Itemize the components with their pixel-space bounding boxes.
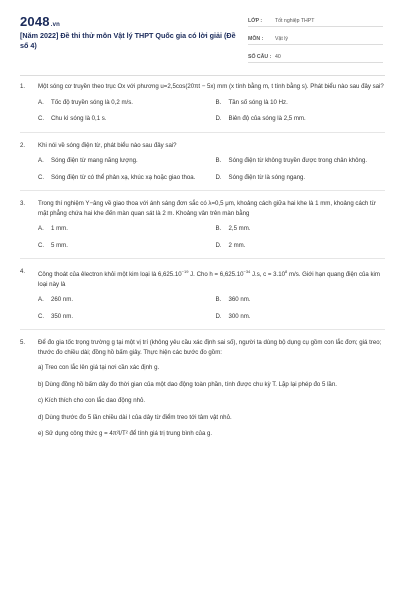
answer-options bbox=[38, 99, 385, 124]
option-text: 260 nm. bbox=[51, 296, 74, 304]
option-letter: C. bbox=[38, 173, 45, 181]
meta-label: SỐ CÂU : bbox=[248, 54, 272, 60]
exponent: −19 bbox=[181, 269, 189, 274]
question-text-part: J. Cho h = 6,625.10 bbox=[188, 271, 244, 279]
option-text: Chu kì sóng là 0,1 s. bbox=[51, 115, 107, 122]
option-text: Sóng điện từ là sóng ngang. bbox=[228, 173, 306, 181]
option-letter: D. bbox=[215, 115, 222, 122]
option-text: 360 nm. bbox=[228, 296, 251, 304]
meta-value: Vật lý bbox=[275, 36, 288, 42]
option-a[interactable] bbox=[38, 296, 208, 305]
exponent: 8 bbox=[285, 269, 288, 274]
option-text: 300 nm. bbox=[228, 312, 251, 320]
question-text: Để đo gia tốc trọng trường g tại một vị trí (không yêu cầu xác định sai số), người ta dùng bộ dụng cụ gồm con lắc đơn; giá treo; thước đo chiều dài; đồng hồ bấm giây. Thực hiện các bước đo gồm: bbox=[38, 339, 382, 356]
meta-value: Tốt nghiệp THPT bbox=[275, 18, 315, 24]
option-text: 1 mm. bbox=[51, 225, 68, 232]
option-b[interactable] bbox=[216, 225, 386, 234]
question-text-part: Công thoát của êlectron khỏi một kim loại là 6,625.10 bbox=[38, 271, 182, 279]
option-text: 2 mm. bbox=[228, 241, 246, 249]
answer-options bbox=[38, 225, 385, 250]
option-a[interactable] bbox=[38, 225, 208, 234]
option-letter: A. bbox=[38, 157, 44, 164]
question-number: 3. bbox=[20, 200, 26, 207]
step-e: e) Sử dụng công thức g = 4π²l/T² để tính giá trị trung bình của g. bbox=[38, 430, 213, 438]
question-3 bbox=[20, 199, 385, 259]
option-d[interactable] bbox=[216, 313, 386, 322]
step-a: a) Treo con lắc lên giá tại nơi cần xác định g. bbox=[38, 364, 160, 372]
question-5 bbox=[20, 338, 385, 454]
option-letter: C. bbox=[38, 312, 45, 320]
option-text: Sóng điện từ có thể phản xạ, khúc xạ hoặc giao thoa. bbox=[51, 173, 196, 181]
option-text: Tần số sóng là 10 Hz. bbox=[228, 98, 288, 106]
option-letter: B. bbox=[215, 157, 222, 164]
option-letter: D. bbox=[215, 173, 222, 181]
option-letter: C. bbox=[38, 241, 45, 249]
question-4 bbox=[20, 267, 385, 330]
option-letter: C. bbox=[38, 115, 45, 122]
meta-row-subject bbox=[248, 30, 383, 45]
meta-label: MÔN : bbox=[248, 36, 264, 42]
question-text: Một sóng cơ truyền theo trục Ox với phương u=2,5cos(20πt − 5x) mm (x tính bằng m, t tính bằng s). Phát biểu nào sau đây sai? bbox=[38, 83, 384, 90]
exam-meta bbox=[248, 12, 383, 66]
step-c: c) Kích thích cho con lắc dao động nhỏ. bbox=[38, 397, 146, 405]
answer-options bbox=[38, 296, 385, 321]
option-letter: A. bbox=[38, 98, 44, 106]
option-b[interactable] bbox=[216, 296, 386, 305]
option-text: 350 nm. bbox=[51, 312, 74, 320]
question-list bbox=[20, 82, 385, 462]
page-header bbox=[0, 0, 400, 62]
question-stem bbox=[20, 199, 385, 218]
option-d[interactable] bbox=[216, 242, 386, 251]
exam-title: [Năm 2022] Đề thi thử môn Vật lý THPT Quốc gia có lời giải (Đề số 4) bbox=[20, 31, 236, 50]
logo-suffix: .vn bbox=[50, 22, 61, 28]
option-c[interactable] bbox=[38, 115, 208, 124]
question-number: 2. bbox=[20, 141, 26, 149]
question-text bbox=[38, 267, 385, 289]
step-b: b) Dùng đồng hồ bấm dây đo thời gian của một dao động toàn phần, tính được chu kỳ T. Lặp lại phép đo 5 lần. bbox=[38, 380, 337, 388]
option-d[interactable] bbox=[216, 115, 386, 124]
option-text: 2,5 mm. bbox=[228, 225, 251, 232]
option-c[interactable] bbox=[38, 174, 208, 183]
meta-row-class bbox=[248, 12, 383, 27]
question-1 bbox=[20, 82, 385, 133]
step-d: d) Dùng thước đo 5 lần chiều dài l của dây từ điểm treo tới tâm vật nhỏ. bbox=[38, 413, 232, 421]
meta-row-count bbox=[248, 48, 383, 63]
option-letter: A. bbox=[38, 296, 44, 304]
option-c[interactable] bbox=[38, 242, 208, 251]
question-stem bbox=[20, 82, 385, 92]
option-letter: B. bbox=[215, 225, 222, 232]
option-text: Tốc độ truyền sóng là 0,2 m/s. bbox=[51, 98, 133, 106]
question-2 bbox=[20, 141, 385, 192]
question-stem bbox=[20, 141, 385, 151]
option-text: 5 mm. bbox=[51, 241, 68, 249]
question-number: 5. bbox=[20, 339, 26, 347]
question-number: 4. bbox=[20, 268, 26, 275]
option-letter: D. bbox=[215, 312, 222, 320]
meta-label: LỚP : bbox=[248, 18, 263, 24]
option-text: Sóng điện từ không truyền được trong chân không. bbox=[228, 157, 368, 164]
meta-value: 40 bbox=[275, 54, 281, 60]
site-logo[interactable] bbox=[20, 14, 60, 29]
option-c[interactable] bbox=[38, 313, 208, 322]
option-b[interactable] bbox=[216, 157, 386, 166]
question-number: 1. bbox=[20, 83, 26, 90]
answer-options bbox=[38, 157, 385, 182]
header-divider bbox=[20, 75, 385, 76]
option-text: Sóng điện từ mang năng lượng. bbox=[51, 157, 138, 164]
option-letter: B. bbox=[215, 98, 222, 106]
option-letter: A. bbox=[38, 225, 44, 232]
logo-text: 2048 bbox=[20, 14, 50, 29]
question-text: Trong thí nghiệm Y−âng về giao thoa với ánh sáng đơn sắc có λ=0,5 μm, khoảng cách giữa hai khe là 1 mm, khoảng cách từ mặt phẳng chứa hai khe đến màn quan sát là 2 m. Khoảng vân trên màn bằng bbox=[38, 200, 376, 217]
option-text: Biên độ của sóng là 2,5 mm. bbox=[228, 115, 306, 122]
option-d[interactable] bbox=[216, 174, 386, 183]
exponent: −34 bbox=[243, 269, 251, 274]
option-letter: D. bbox=[215, 241, 222, 249]
question-text-part: m/s. Giới hạn quang điện của kim loại này là bbox=[38, 271, 380, 288]
question-stem bbox=[20, 338, 385, 357]
procedure-steps bbox=[38, 363, 385, 439]
question-stem bbox=[20, 267, 385, 289]
option-a[interactable] bbox=[38, 99, 208, 108]
question-text-part: J.s, c = 3.10 bbox=[250, 271, 286, 279]
option-b[interactable] bbox=[216, 99, 386, 108]
option-letter: B. bbox=[215, 296, 222, 304]
question-text: Khi nói về sóng điện từ, phát biểu nào sau đây sai? bbox=[38, 141, 177, 149]
option-a[interactable] bbox=[38, 157, 208, 166]
